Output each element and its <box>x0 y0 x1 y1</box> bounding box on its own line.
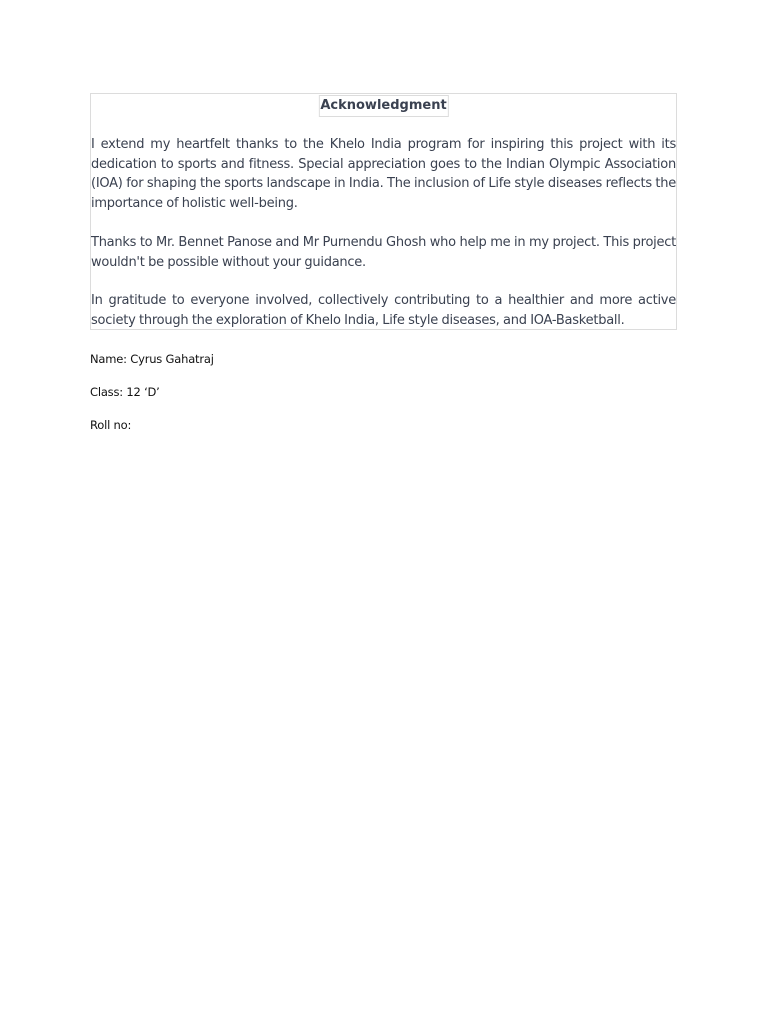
student-roll-no: Roll no: <box>90 418 132 432</box>
acknowledgment-paragraph-1: I extend my heartfelt thanks to the Khelo India program for inspiring this project with its dedication to sports and fitness. Special appreciation goes to the Indian Olympic Association (IOA) for shaping the sports landscape in India. The inclusion of Life style diseases reflects the importance of holistic well-being. <box>91 137 676 211</box>
student-class: Class: 12 ‘D’ <box>90 385 160 399</box>
acknowledgment-title: Acknowledgment <box>318 95 448 117</box>
acknowledgment-paragraph-2: Thanks to Mr. Bennet Panose and Mr Purnendu Ghosh who help me in my project. This project wouldn't be possible without your guidance. <box>91 235 676 270</box>
student-name: Name: Cyrus Gahatraj <box>90 352 214 366</box>
acknowledgment-paragraph-3: In gratitude to everyone involved, collectively contributing to a healthier and more active society through the exploration of Khelo India, Life style diseases, and IOA-Basketball. <box>91 293 676 328</box>
acknowledgment-box <box>90 93 677 330</box>
